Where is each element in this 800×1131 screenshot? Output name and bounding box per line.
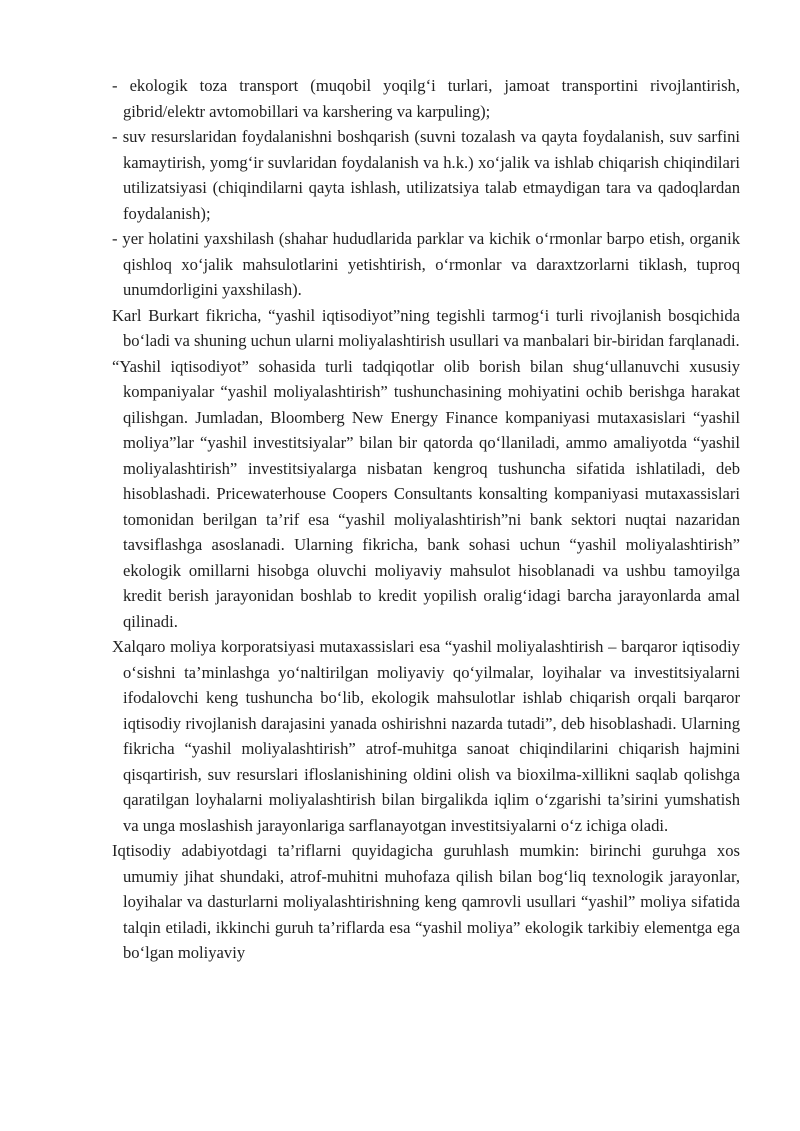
body-paragraph: Iqtisodiy adabiyotdagi ta’riflarni quyidagicha guruhlash mumkin: birinchi guruhga xos umumiy jihat shundaki, atrof-muhitni muhofaza qilish bilan bog‘liq texnologik jarayonlar, loyihalar va dasturlarni moliyalashtirishning keng qamrovli usullari “yashil” moliya sifatida talqin etiladi, ikkinchi guruh ta’riflarda esa “yashil moliya” ekologik tarkibiy elementga ega bo‘lgan moliyaviy — [112, 841, 740, 962]
bullet-text: ekologik toza transport (muqobil yoqilg‘i turlari, jamoat transportini rivojlantirish, gibrid/elektr avtomobillari va karshering va karpuling); — [123, 76, 740, 121]
bullet-item — [112, 226, 740, 303]
bullet-text: suv resurslaridan foydalanishni boshqarish (suvni tozalash va qayta foydalanish, suv sarfini kamaytirish, yomg‘ir suvlaridan foydalanish va h.k.) xo‘jalik va ishlab chiqarish chiqindilari utilizatsiyasi (chiqindilarni qayta ishlash, utilizatsiya talab etmaydigan tara va qadoqlardan foydalanish); — [122, 127, 740, 223]
body-paragraph: Xalqaro moliya korporatsiyasi mutaxassislari esa “yashil moliyalashtirish – barqaror iqtisodiy o‘sishni ta’minlashga yo‘naltirilgan moliyaviy qo‘yilmalar, loyihalar va investitsiyalarni ifodalovchi keng tushuncha bo‘lib, ekologik mahsulotlar ishlab chiqarish orqali barqaror iqtisodiy rivojlanish darajasini yanada oshirishni nazarda tutadi”, deb hisoblashadi. Ularning fikricha “yashil moliyalashtirish” atrof-muhitga sanoat chiqindilarini chiqarish hajmini qisqartirish, suv resurslari ifloslanishining oldini olish va bioxilma-xillikni saqlab qolishga qaratilgan loyhalarni moliyalashtirish bilan birgalikda iqlim o‘zgarishi ta’sirini yumshatish va unga moslashish jarayonlariga sarflanayotgan investitsiyalarni o‘z ichiga oladi. — [112, 637, 740, 835]
bullet-marker: - — [112, 229, 118, 248]
bullet-marker: - — [112, 127, 118, 146]
bullet-text: yer holatini yaxshilash (shahar hududlarida parklar va kichik o‘rmonlar barpo etish, organik qishloq xo‘jalik mahsulotlarini yetishtirish, o‘rmonlar va daraxtzorlarni tiklash, tuproq unumdorligini yaxshilash). — [122, 229, 740, 299]
bullet-item — [112, 124, 740, 226]
body-paragraph: “Yashil iqtisodiyot” sohasida turli tadqiqotlar olib borish bilan shug‘ullanuvchi xususiy kompaniyalar “yashil moliyalashtirish” tushunchasining mohiyatini ochib berishga harakat qilishgan. Jumladan, Bloomberg New Energy Finance kompaniyasi mutaxasislari “yashil moliya”lar “yashil investitsiyalar” bilan bir qatorda qo‘llaniladi, ammo amaliyotda “yashil moliyalashtirish” investitsiyalarga nisbatan kengroq tushuncha sifatida ishlatiladi, deb hisoblashadi. Pricewaterhouse Coopers Consultants konsalting kompaniyasi mutaxassislari tomonidan berilgan ta’rif esa “yashil moliyalashtirish”ni bank sektori nuqtai nazaridan tavsiflashga asoslanadi. Ularning fikricha, bank sohasi uchun “yashil moliyalashtirish” ekologik omillarni hisobga oluvchi moliyaviy mahsulot hisoblanadi va ushbu tamoyilga kredit berish jarayonidan boshlab to kredit yopilish oralig‘idagi barcha jarayonlarda amal qilinadi. — [112, 356, 740, 631]
bullet-marker: - — [112, 76, 118, 95]
body-paragraph: Karl Burkart fikricha, “yashil iqtisodiyot”ning tegishli tarmog‘i turli rivojlanish bosqichida bo‘ladi va shuning uchun ularni moliyalashtirish usullari va manbalari bir-biridan farqlanadi. — [112, 305, 740, 350]
bullet-item — [112, 73, 740, 124]
document-page — [112, 73, 740, 966]
